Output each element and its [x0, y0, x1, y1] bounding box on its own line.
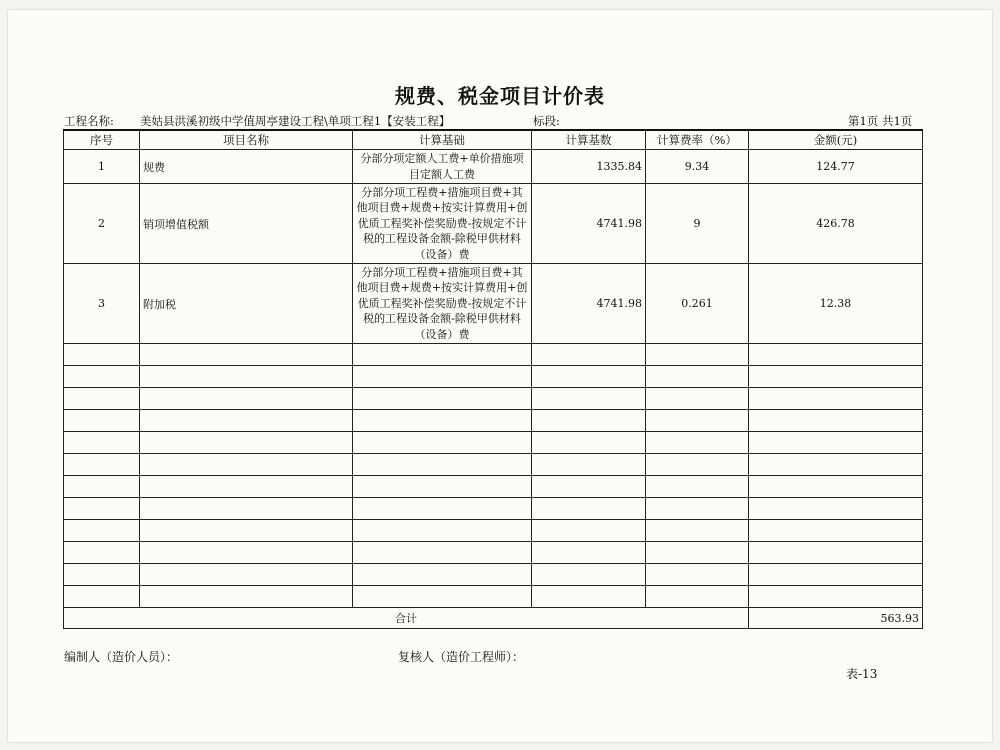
project-name: 美姑县洪溪初级中学值周亭建设工程\单项工程1【安装工程】 [140, 114, 451, 128]
section-label: 标段: [533, 114, 560, 128]
amount: 426.78 [749, 184, 923, 264]
empty-row [64, 476, 923, 498]
total-label: 合计 [64, 608, 749, 629]
empty-row [64, 366, 923, 388]
calculation-base: 4741.98 [532, 184, 646, 264]
empty-row [64, 410, 923, 432]
row-number: 1 [64, 150, 140, 184]
column-header: 计算基础 [353, 130, 532, 150]
total-row [64, 608, 923, 629]
table-row [64, 184, 923, 264]
empty-row [64, 432, 923, 454]
empty-row [64, 344, 923, 366]
empty-row [64, 564, 923, 586]
calculation-basis: 分部分项定额人工费+单价措施项目定额人工费 [353, 150, 532, 184]
reviewer-label: 复核人（造价工程师）： [398, 650, 525, 664]
column-header: 金额(元) [749, 130, 923, 150]
row-number: 2 [64, 184, 140, 264]
table-row [64, 264, 923, 344]
calculation-basis: 分部分项工程费+措施项目费+其他项目费+规费+按实计算费用+创优质工程奖补偿奖励费-按规定不计税的工程设备金额-除税甲供材料（设备）费 [353, 264, 532, 344]
table-row [64, 150, 923, 184]
project-label: 工程名称: [64, 114, 114, 128]
item-name: 销项增值税额 [140, 184, 353, 264]
column-header: 序号 [64, 130, 140, 150]
column-header: 计算费率（%） [646, 130, 749, 150]
item-name: 附加税 [140, 264, 353, 344]
calculation-base: 1335.84 [532, 150, 646, 184]
empty-row [64, 388, 923, 410]
row-number: 3 [64, 264, 140, 344]
page-title: 规费、税金项目计价表 [395, 84, 605, 108]
fee-rate: 9 [646, 184, 749, 264]
empty-row [64, 586, 923, 608]
column-header: 项目名称 [140, 130, 353, 150]
empty-row [64, 520, 923, 542]
preparer-label: 编制人（造价人员）： [64, 650, 179, 664]
table-header-row [64, 130, 923, 150]
calculation-basis: 分部分项工程费+措施项目费+其他项目费+规费+按实计算费用+创优质工程奖补偿奖励费-按规定不计税的工程设备金额-除税甲供材料（设备）费 [353, 184, 532, 264]
calculation-base: 4741.98 [532, 264, 646, 344]
fee-rate: 9.34 [646, 150, 749, 184]
empty-row [64, 542, 923, 564]
amount: 12.38 [749, 264, 923, 344]
empty-row [64, 498, 923, 520]
page-info: 第1页 共1页 [848, 114, 913, 128]
empty-row [64, 454, 923, 476]
item-name: 规费 [140, 150, 353, 184]
form-code: 表-13 [846, 667, 878, 681]
column-header: 计算基数 [532, 130, 646, 150]
fee-rate: 0.261 [646, 264, 749, 344]
fee-tax-table [63, 129, 923, 629]
total-amount: 563.93 [749, 608, 923, 629]
amount: 124.77 [749, 150, 923, 184]
